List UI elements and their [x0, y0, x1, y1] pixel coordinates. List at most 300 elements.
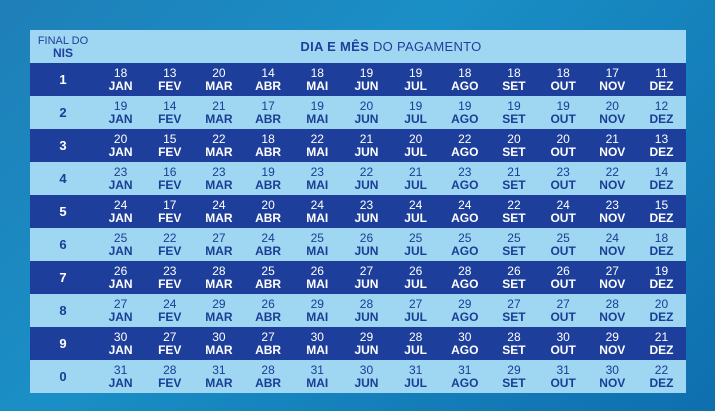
- payment-date-cell: [342, 199, 391, 225]
- payment-month: OUT: [550, 375, 576, 390]
- payment-date-cell: [588, 265, 637, 291]
- payment-date-cell: [194, 232, 243, 258]
- payment-month: DEZ: [649, 78, 674, 93]
- payment-day: 18: [507, 65, 521, 80]
- payment-date-cell: [194, 331, 243, 357]
- payment-month: FEV: [158, 309, 182, 324]
- payment-day: 20: [359, 98, 374, 113]
- payment-month: MAI: [306, 243, 329, 258]
- payment-month: FEV: [158, 243, 182, 258]
- payment-day: 18: [458, 65, 472, 80]
- payment-month: MAR: [205, 144, 233, 159]
- payment-day: 24: [605, 230, 619, 245]
- payment-date-cell: [588, 364, 637, 390]
- payment-day: 22: [310, 131, 324, 146]
- payment-month: JUN: [354, 243, 379, 258]
- payment-date-cell: [489, 232, 538, 258]
- payment-day: 28: [212, 263, 226, 278]
- payment-date-cell: [96, 331, 145, 357]
- payment-month: ABR: [255, 111, 282, 126]
- payment-day: 19: [408, 65, 423, 80]
- payment-month: AGO: [451, 243, 479, 258]
- payment-day: 22: [654, 362, 669, 377]
- payment-date-cell: [293, 133, 342, 159]
- payment-date-cell: [391, 199, 440, 225]
- payment-day: 30: [556, 329, 570, 344]
- payment-month: MAR: [205, 243, 233, 258]
- payment-day: 18: [113, 65, 128, 80]
- payment-month: OUT: [550, 210, 576, 225]
- payment-date-cell: [440, 298, 489, 324]
- payment-date-cell: [293, 265, 342, 291]
- payment-month: JAN: [108, 309, 133, 324]
- payment-date-cell: [489, 67, 538, 93]
- payment-month: AGO: [451, 309, 479, 324]
- payment-date-cell: [391, 265, 440, 291]
- payment-day: 14: [261, 65, 275, 80]
- payment-day: 31: [458, 362, 472, 377]
- payment-day: 26: [408, 263, 423, 278]
- payment-date-cell: [440, 100, 489, 126]
- payment-day: 29: [212, 296, 226, 311]
- payment-month: MAR: [205, 309, 233, 324]
- payment-month: ABR: [255, 243, 282, 258]
- payment-month: OUT: [550, 342, 576, 357]
- row-dates: [96, 67, 686, 93]
- payment-date-cell: [96, 166, 145, 192]
- payment-month: NOV: [599, 276, 626, 291]
- payment-day: 28: [261, 362, 275, 377]
- payment-month: JUL: [404, 111, 427, 126]
- payment-date-cell: [539, 199, 588, 225]
- payment-day: 14: [163, 98, 177, 113]
- payment-month: NOV: [599, 144, 626, 159]
- payment-month: ABR: [255, 309, 282, 324]
- payment-date-cell: [440, 232, 489, 258]
- payment-month: MAI: [306, 78, 329, 93]
- payment-month: MAR: [205, 78, 233, 93]
- payment-date-cell: [342, 265, 391, 291]
- payment-date-cell: [489, 166, 538, 192]
- payment-day: 23: [163, 263, 177, 278]
- payment-date-cell: [391, 67, 440, 93]
- payment-day: 26: [359, 230, 374, 245]
- payment-month: JUL: [404, 144, 427, 159]
- payment-month: JUL: [404, 210, 427, 225]
- payment-date-cell: [637, 265, 686, 291]
- payment-day: 30: [113, 329, 128, 344]
- payment-date-cell: [244, 166, 293, 192]
- payment-day: 26: [261, 296, 275, 311]
- payment-month: NOV: [599, 177, 626, 192]
- payment-month: AGO: [451, 342, 479, 357]
- payment-month: DEZ: [649, 375, 674, 390]
- payment-date-header: [96, 39, 686, 54]
- payment-day: 19: [261, 164, 275, 179]
- payment-date-cell: [637, 298, 686, 324]
- table-header: [30, 30, 686, 63]
- payment-date-cell: [194, 199, 243, 225]
- payment-month: SET: [502, 144, 526, 159]
- payment-month: JUN: [354, 309, 379, 324]
- payment-day: 30: [605, 362, 619, 377]
- payment-month: SET: [502, 177, 526, 192]
- payment-date-cell: [145, 232, 194, 258]
- payment-date-cell: [194, 298, 243, 324]
- payment-date-cell: [588, 133, 637, 159]
- payment-date-cell: [342, 331, 391, 357]
- payment-month: ABR: [255, 210, 282, 225]
- payment-month: SET: [502, 309, 526, 324]
- row-dates: [96, 166, 686, 192]
- payment-day: 26: [507, 263, 521, 278]
- payment-month: JUN: [354, 342, 379, 357]
- payment-month: MAR: [205, 177, 233, 192]
- payment-date-cell: [145, 100, 194, 126]
- payment-day: 23: [212, 164, 226, 179]
- nis-final-digit: 7: [59, 270, 67, 285]
- payment-day: 29: [507, 362, 521, 377]
- payment-month: OUT: [550, 144, 576, 159]
- payment-date-cell: [637, 364, 686, 390]
- payment-date-cell: [96, 67, 145, 93]
- payment-month: JUL: [404, 309, 427, 324]
- payment-date-cell: [637, 133, 686, 159]
- payment-month: MAR: [205, 276, 233, 291]
- table-row: [30, 228, 686, 261]
- payment-month: JUN: [354, 144, 379, 159]
- payment-day: 27: [163, 329, 177, 344]
- payment-date-cell: [96, 298, 145, 324]
- payment-month: MAR: [205, 375, 233, 390]
- payment-month: DEZ: [649, 144, 674, 159]
- payment-day: 23: [310, 164, 324, 179]
- payment-month: DEZ: [649, 243, 674, 258]
- payment-date-cell: [637, 166, 686, 192]
- payment-day: 23: [556, 164, 570, 179]
- payment-date-cell: [194, 166, 243, 192]
- table-row: [30, 96, 686, 129]
- payment-date-header-rest: DO PAGAMENTO: [369, 39, 482, 54]
- payment-day: 29: [310, 296, 324, 311]
- payment-date-cell: [489, 133, 538, 159]
- payment-day: 11: [655, 65, 668, 80]
- row-dates: [96, 232, 686, 258]
- payment-day: 17: [163, 197, 177, 212]
- payment-day: 20: [212, 65, 226, 80]
- payment-month: FEV: [158, 177, 182, 192]
- payment-date-cell: [293, 100, 342, 126]
- payment-date-cell: [440, 364, 489, 390]
- payment-date-cell: [96, 232, 145, 258]
- payment-month: DEZ: [649, 309, 674, 324]
- payment-date-cell: [539, 166, 588, 192]
- payment-day: 21: [507, 164, 521, 179]
- payment-day: 19: [507, 98, 521, 113]
- payment-day: 19: [408, 98, 423, 113]
- payment-day: 21: [359, 131, 374, 146]
- nis-final-digit: 0: [59, 369, 67, 384]
- payment-day: 29: [605, 329, 619, 344]
- payment-month: MAI: [306, 276, 329, 291]
- payment-day: 31: [408, 362, 423, 377]
- payment-month: MAI: [306, 210, 329, 225]
- payment-month: MAI: [306, 177, 329, 192]
- payment-month: JAN: [108, 78, 133, 93]
- payment-date-cell: [489, 199, 538, 225]
- payment-day: 21: [605, 131, 619, 146]
- payment-date-cell: [244, 100, 293, 126]
- payment-day: 25: [458, 230, 472, 245]
- payment-date-cell: [96, 364, 145, 390]
- payment-date-cell: [489, 331, 538, 357]
- nis-final-digit: 2: [59, 105, 67, 120]
- payment-date-cell: [637, 199, 686, 225]
- payment-date-cell: [96, 133, 145, 159]
- payment-day: 18: [310, 65, 324, 80]
- payment-month: OUT: [550, 177, 576, 192]
- payment-date-cell: [539, 100, 588, 126]
- payment-month: MAI: [306, 375, 329, 390]
- nis-header-line2: NIS: [52, 45, 73, 60]
- row-dates: [96, 331, 686, 357]
- payment-date-cell: [244, 364, 293, 390]
- payment-date-cell: [293, 67, 342, 93]
- payment-day: 19: [458, 98, 472, 113]
- payment-month: MAI: [306, 342, 329, 357]
- payment-date-cell: [145, 67, 194, 93]
- payment-day: 23: [458, 164, 472, 179]
- payment-day: 23: [113, 164, 128, 179]
- payment-date-cell: [194, 67, 243, 93]
- payment-day: 25: [556, 230, 570, 245]
- payment-month: JAN: [108, 144, 133, 159]
- payment-month: MAR: [205, 342, 233, 357]
- payment-month: NOV: [599, 243, 626, 258]
- payment-date-cell: [342, 100, 391, 126]
- payment-day: 26: [556, 263, 570, 278]
- payment-day: 28: [605, 296, 619, 311]
- row-dates: [96, 364, 686, 390]
- payment-date-cell: [145, 265, 194, 291]
- payment-day: 14: [654, 164, 669, 179]
- payment-day: 19: [556, 98, 570, 113]
- table-row: [30, 162, 686, 195]
- payment-day: 24: [163, 296, 177, 311]
- payment-day: 22: [458, 131, 472, 146]
- payment-calendar-table: [30, 30, 686, 393]
- payment-date-cell: [539, 232, 588, 258]
- payment-date-cell: [244, 265, 293, 291]
- payment-month: DEZ: [649, 111, 674, 126]
- payment-day: 24: [408, 197, 423, 212]
- payment-day: 25: [310, 230, 324, 245]
- payment-month: ABR: [255, 78, 282, 93]
- payment-day: 23: [359, 197, 374, 212]
- payment-month: ABR: [255, 177, 282, 192]
- payment-day: 27: [408, 296, 423, 311]
- nis-final-digit: 8: [59, 303, 67, 318]
- payment-date-cell: [539, 133, 588, 159]
- payment-day: 15: [163, 131, 177, 146]
- payment-date-cell: [637, 232, 686, 258]
- payment-day: 31: [113, 362, 128, 377]
- payment-day: 31: [212, 362, 226, 377]
- payment-date-header-bold: DIA E MÊS: [300, 39, 370, 54]
- payment-date-cell: [96, 100, 145, 126]
- payment-date-cell: [588, 67, 637, 93]
- payment-day: 15: [654, 197, 669, 212]
- payment-month: OUT: [550, 78, 576, 93]
- payment-month: JUN: [354, 78, 379, 93]
- payment-date-cell: [391, 364, 440, 390]
- payment-month: JUL: [404, 177, 427, 192]
- table-row: [30, 294, 686, 327]
- payment-day: 24: [310, 197, 324, 212]
- payment-date-cell: [244, 232, 293, 258]
- payment-date-cell: [489, 265, 538, 291]
- payment-date-cell: [96, 265, 145, 291]
- payment-date-cell: [440, 199, 489, 225]
- payment-day: 20: [408, 131, 423, 146]
- payment-month: OUT: [550, 111, 576, 126]
- payment-date-cell: [342, 364, 391, 390]
- payment-month: FEV: [158, 111, 182, 126]
- payment-day: 23: [605, 197, 619, 212]
- payment-month: DEZ: [649, 177, 674, 192]
- payment-month: JAN: [108, 177, 133, 192]
- payment-date-cell: [244, 199, 293, 225]
- payment-date-cell: [293, 298, 342, 324]
- payment-day: 18: [556, 65, 570, 80]
- payment-day: 20: [261, 197, 275, 212]
- payment-date-cell: [440, 166, 489, 192]
- payment-month: AGO: [451, 78, 479, 93]
- payment-month: FEV: [158, 342, 182, 357]
- payment-day: 25: [507, 230, 521, 245]
- payment-month: OUT: [550, 309, 576, 324]
- payment-day: 27: [605, 263, 619, 278]
- payment-day: 31: [556, 362, 570, 377]
- payment-month: NOV: [599, 342, 626, 357]
- row-dates: [96, 265, 686, 291]
- payment-month: SET: [502, 243, 526, 258]
- payment-month: JUN: [354, 375, 379, 390]
- payment-day: 13: [654, 131, 669, 146]
- payment-date-cell: [342, 298, 391, 324]
- payment-day: 27: [212, 230, 226, 245]
- payment-day: 28: [458, 263, 472, 278]
- payment-date-cell: [293, 199, 342, 225]
- payment-date-cell: [342, 67, 391, 93]
- payment-day: 18: [261, 131, 275, 146]
- payment-month: MAI: [306, 309, 329, 324]
- nis-final-digit: 1: [59, 72, 67, 87]
- nis-final-digit: 4: [59, 171, 67, 186]
- payment-day: 30: [359, 362, 374, 377]
- payment-date-cell: [145, 166, 194, 192]
- table-body: [30, 63, 686, 393]
- payment-day: 27: [556, 296, 570, 311]
- payment-month: JAN: [108, 111, 133, 126]
- table-row: [30, 195, 686, 228]
- nis-final-digit: 3: [59, 138, 67, 153]
- payment-day: 24: [458, 197, 472, 212]
- nis-header-line1: FINAL DO: [37, 34, 89, 47]
- table-row: [30, 261, 686, 294]
- payment-date-cell: [440, 331, 489, 357]
- payment-day: 26: [310, 263, 324, 278]
- payment-day: 13: [163, 65, 177, 80]
- payment-day: 19: [113, 98, 128, 113]
- payment-day: 24: [113, 197, 128, 212]
- payment-day: 21: [212, 98, 226, 113]
- payment-month: JUN: [354, 111, 379, 126]
- payment-date-cell: [539, 364, 588, 390]
- payment-day: 22: [359, 164, 374, 179]
- payment-date-cell: [539, 331, 588, 357]
- payment-month: AGO: [451, 375, 479, 390]
- payment-month: JUL: [404, 243, 427, 258]
- payment-date-cell: [145, 133, 194, 159]
- payment-day: 26: [113, 263, 128, 278]
- payment-month: FEV: [158, 375, 182, 390]
- payment-day: 22: [163, 230, 177, 245]
- payment-date-cell: [194, 265, 243, 291]
- payment-month: OUT: [550, 276, 576, 291]
- payment-date-cell: [391, 166, 440, 192]
- payment-month: AGO: [451, 276, 479, 291]
- payment-month: SET: [502, 78, 526, 93]
- payment-month: NOV: [599, 309, 626, 324]
- payment-month: JUN: [354, 276, 379, 291]
- payment-date-cell: [145, 199, 194, 225]
- payment-date-cell: [391, 100, 440, 126]
- row-dates: [96, 100, 686, 126]
- payment-date-cell: [588, 166, 637, 192]
- payment-month: FEV: [158, 276, 182, 291]
- payment-day: 22: [605, 164, 619, 179]
- payment-date-cell: [244, 298, 293, 324]
- payment-day: 20: [507, 131, 521, 146]
- payment-day: 20: [556, 131, 570, 146]
- payment-date-cell: [194, 100, 243, 126]
- payment-month: SET: [502, 210, 526, 225]
- payment-month: MAI: [306, 144, 329, 159]
- payment-day: 30: [310, 329, 324, 344]
- payment-day: 29: [458, 296, 472, 311]
- payment-month: AGO: [451, 210, 479, 225]
- payment-month: FEV: [158, 78, 182, 93]
- payment-month: DEZ: [649, 210, 674, 225]
- payment-month: JAN: [108, 210, 133, 225]
- payment-date-cell: [588, 331, 637, 357]
- payment-date-cell: [637, 331, 686, 357]
- payment-day: 30: [458, 329, 472, 344]
- payment-month: JAN: [108, 375, 133, 390]
- payment-month: ABR: [255, 144, 282, 159]
- payment-date-cell: [342, 133, 391, 159]
- payment-date-cell: [244, 331, 293, 357]
- payment-day: 27: [359, 263, 374, 278]
- payment-date-cell: [588, 100, 637, 126]
- payment-month: JUL: [404, 78, 427, 93]
- payment-month: JUL: [404, 342, 427, 357]
- payment-day: 17: [605, 65, 619, 80]
- row-dates: [96, 133, 686, 159]
- payment-day: 20: [113, 131, 128, 146]
- table-row: [30, 129, 686, 162]
